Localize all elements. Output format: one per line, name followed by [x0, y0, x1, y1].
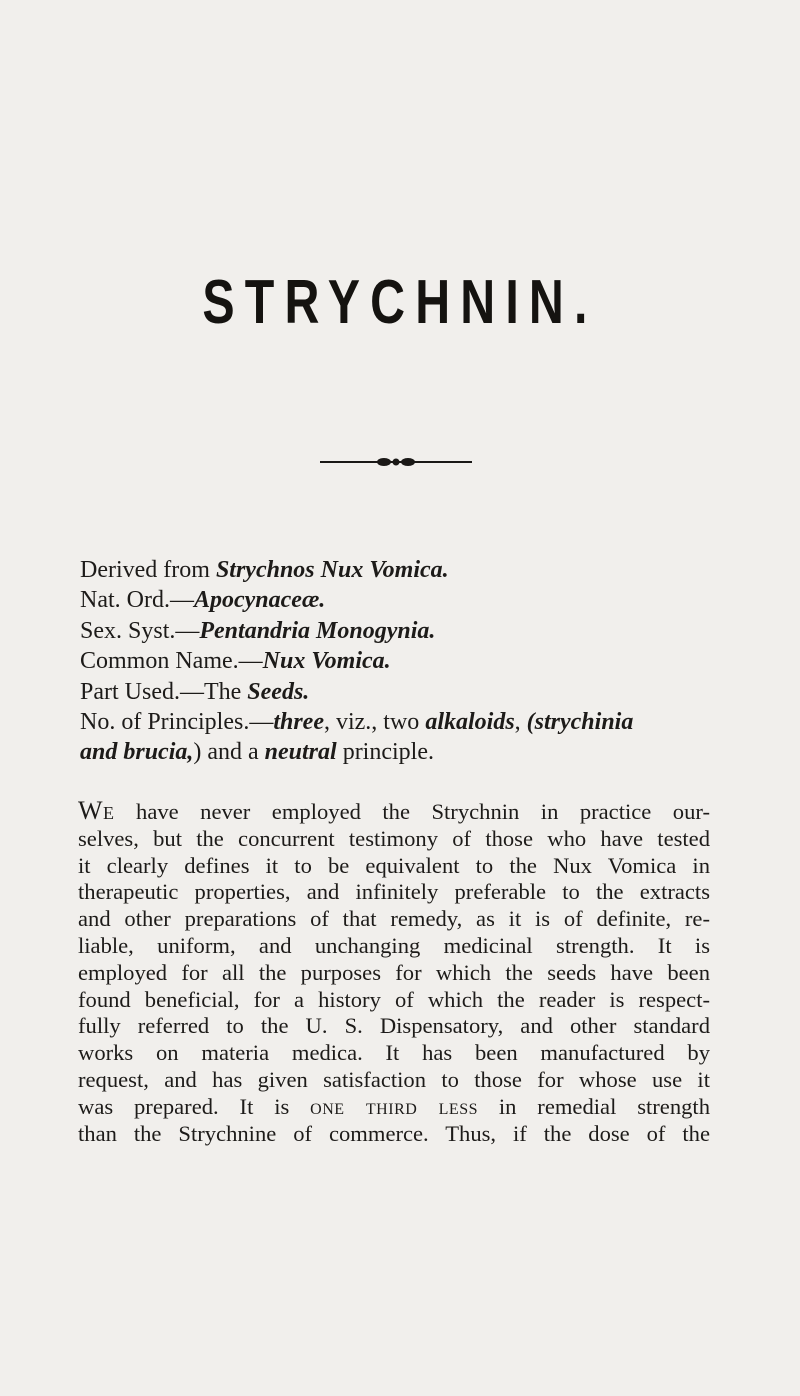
body-line: fully referred to the U. S. Dispensatory, and other standard — [78, 1013, 710, 1039]
principles-brucia: and brucia, — [80, 739, 194, 766]
page-title: STRYCHNIN. — [202, 268, 598, 337]
body-line: than the Strychnine of commerce. Thus, if the dose of the — [78, 1120, 710, 1146]
principles-end: principle. — [342, 739, 434, 766]
body-line-text: was prepared. It is — [78, 1093, 311, 1119]
principles-alkaloids: alkaloids — [425, 709, 515, 736]
derived-label: Derived from — [80, 557, 210, 583]
sex-syst-value: Pentandria Monogynia. — [199, 617, 436, 644]
body-line — [78, 1094, 710, 1121]
sexual-system-line — [80, 616, 740, 646]
nat-ord-value: Apocynaceæ. — [193, 587, 326, 614]
body-line: request, and has given satisfaction to those for whose use it — [78, 1066, 710, 1092]
principles-line-continued — [80, 737, 740, 767]
principles-label: No. of Principles.— — [80, 709, 274, 736]
natural-order-line — [80, 585, 740, 615]
body-line: therapeutic properties, and infinitely preferable to the extracts — [78, 879, 710, 905]
common-name-value: Nux Vomica. — [262, 648, 391, 675]
small-caps-emphasis: one third less — [310, 1093, 478, 1119]
common-name-line — [80, 646, 740, 676]
body-line: found beneficial, for a history of which the reader is respect- — [78, 986, 710, 1012]
body-line-text: have never employed the Strychnin in practice our- — [114, 799, 710, 824]
body-line: and other preparations of that remedy, as it is of definite, re- — [78, 906, 710, 932]
body-line: employed for all the purposes for which the seeds have been — [78, 959, 710, 985]
common-name-label: Common Name.— — [80, 648, 263, 675]
body-line: liable, uniform, and unchanging medicinal strength. It is — [78, 932, 710, 958]
principles-close: ) and a — [193, 739, 259, 766]
body-paragraph — [78, 798, 710, 1147]
principles-line: No. of Principles.—three, viz., two alkaloids, (strychinia — [80, 709, 634, 736]
principles-viz: , viz., two — [323, 709, 420, 736]
body-line-text: in remedial strength — [478, 1093, 710, 1119]
nat-ord-label: Nat. Ord.— — [80, 587, 194, 614]
body-line: selves, but the concurrent testimony of those who have tested — [78, 825, 710, 851]
body-line: it clearly defines it to be equivalent to the Nux Vomica in — [78, 852, 710, 878]
derived-value: Strychnos Nux Vomica. — [215, 557, 449, 583]
classification-block — [80, 555, 740, 768]
ornamental-rule — [316, 455, 476, 469]
principles-neutral: neutral — [264, 739, 337, 766]
part-used-line — [80, 677, 740, 707]
body-line — [78, 798, 710, 826]
principles-strychinia: (strychinia — [526, 709, 634, 736]
part-used-label: Part Used.—The — [80, 678, 242, 705]
part-used-value: Seeds. — [247, 678, 310, 705]
drop-word: We — [78, 796, 115, 825]
sex-syst-label: Sex. Syst.— — [80, 617, 200, 644]
principles-count: three — [273, 709, 324, 736]
body-line: works on materia medica. It has been manufactured by — [78, 1040, 710, 1066]
derived-from-line — [80, 555, 740, 585]
